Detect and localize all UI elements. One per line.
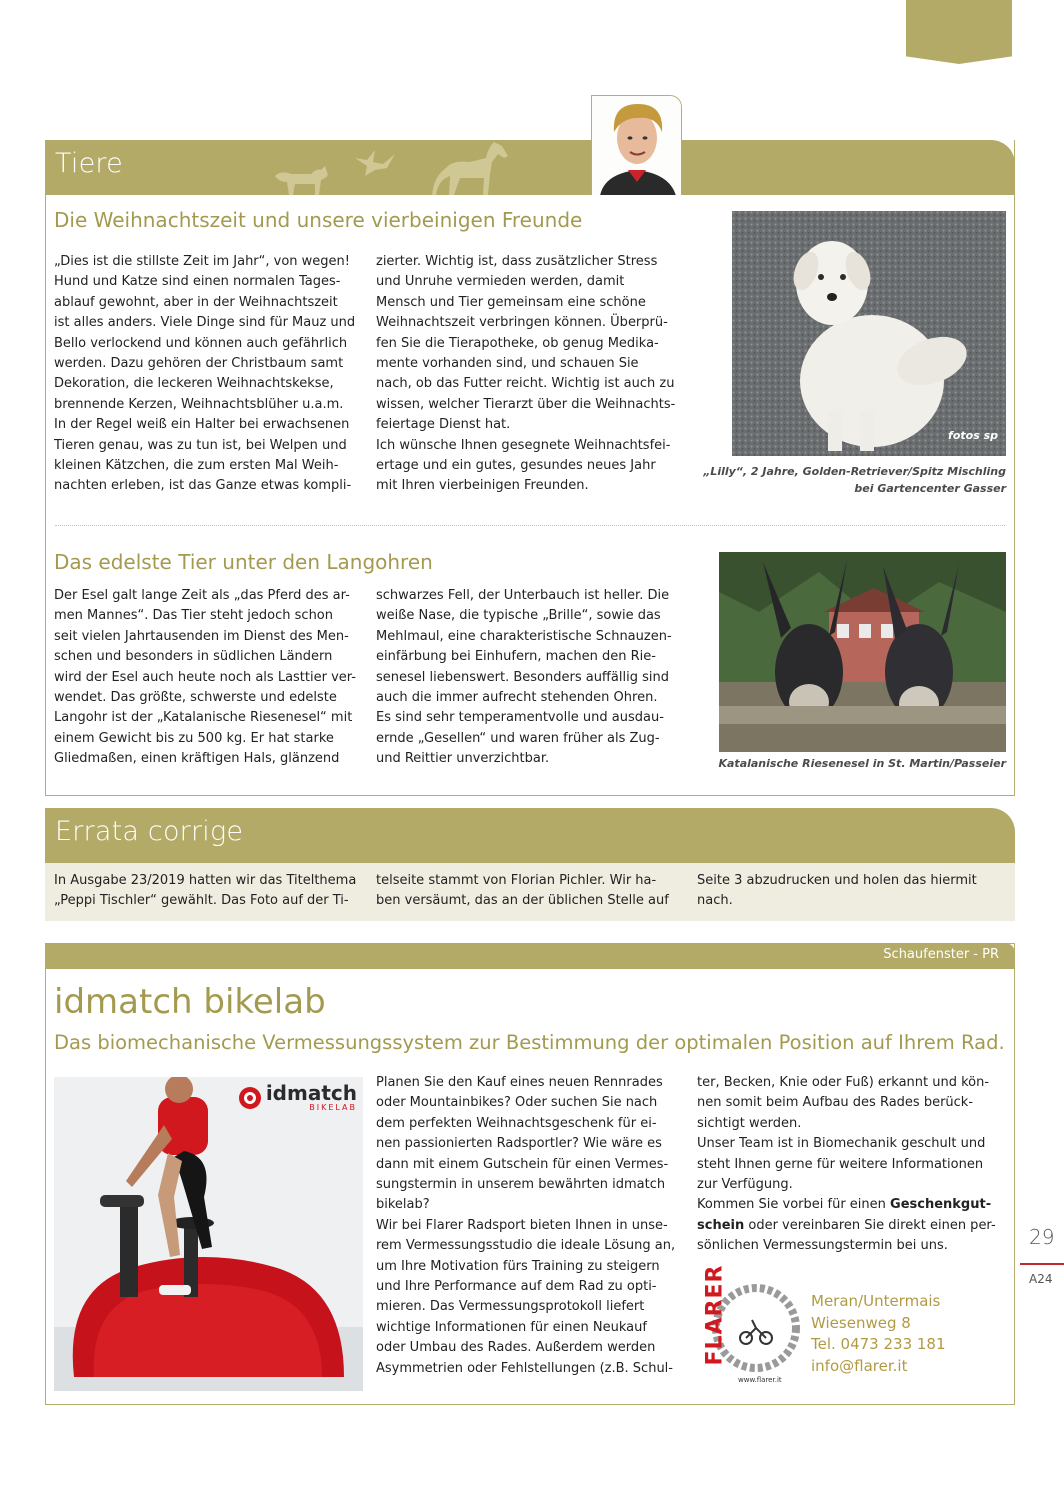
section-title-tiere: Tiere xyxy=(55,148,123,179)
bird-silhouette-icon xyxy=(353,146,397,176)
contact-block: Meran/Untermais Wiesenweg 8 Tel. 0473 233 181 info@flarer.it xyxy=(811,1292,946,1375)
article-divider xyxy=(55,525,1005,526)
article1-column2: zierter. Wichtig ist, dass zusätzlicher Stress und Unruhe vermieden werden, damit Mensch und Tier gemeinsam eine schöne Weihnachtszeit verbringen können. Überprü- fen Sie die Tierapotheke, ob genug Medika- mente vorhanden sind, und schauen Sie nach, ob das Futter reicht. Wichtig ist auch zu wissen, welcher Tierarzt über die Weihnachts- feiertage Dienst hat. Ich wünsche Ihnen gesegnete Weihnachtsfei- ertage und ein gutes, gesundes neues Jahr mit Ihren vierbeinigen Freunden. xyxy=(376,254,676,494)
dog-photo xyxy=(732,211,1006,456)
bikelab-photo xyxy=(54,1077,363,1391)
article1-column1: „Dies ist die stillste Zeit im Jahr“, von wegen! Hund und Katze sind einen normalen Tages- ablauf gewohnt, aber in der Weihnachtszeit ist alles anders. Viele Dinge sind für Mauz und Bello verlockend und können auch gefährlich werden. Dazu gehören der Christbaum samt Dekoration, die leckeren Weihnachtskekse, brennende Kerzen, Weihnachtsblüher u.a.m. In der Regel weiß ein Halter bei erwachsenen Tieren genau, was zu tun ist, bei Welpen und kleinen Kätzchen, die zum ersten Mal Weih- nachten erleben, ist das Ganze etwas kompli- xyxy=(54,254,356,494)
page-number-line xyxy=(1020,1263,1064,1265)
article2-column1: Der Esel galt lange Zeit als „das Pferd des ar- men Mannes“. Das Tier steht jedoch schon seit vielen Jahrtausenden im Dienst des Men- schen und besonders in südlichen Ländern wird der Esel auch heute noch als Lasttier ver- wendet. Das größte, schwerste und edelste Langohr ist der „Katalanische Riesenesel“ mit einem Gewicht bis zu 500 kg. Er hat starke Gliedmaßen, einen kräftigen Hals, glänzend xyxy=(54,588,356,767)
pr-bar xyxy=(45,943,1015,969)
tiere-header xyxy=(45,140,1015,195)
author-portrait xyxy=(591,95,682,195)
article-title-esel: Das edelste Tier unter den Langohren xyxy=(54,550,433,574)
pr-column1: Planen Sie den Kauf eines neuen Rennrades oder Mountainbikes? Oder suchen Sie nach dem perfekten Weihnachtsgeschenk für ei- nen passionierten Radsportler? Wie wäre es dann mit einem Gutschein für einen Vermes- sungstermin in unserem bewährten idmatch bikelab? Wir bei Flarer Radsport bieten Ihnen in unse- rem Vermessungsstudio die ideale Lösung an, um Ihre Motivation fürs Training zu steigern und Ihre Performance auf dem Rad zu opti- mieren. Das Vermessungsprotokoll liefert wichtige Informationen für einen Neukauf oder Umbau des Rades. Außerdem werden Asymmetrien oder Fehlstellungen (z.B. Schul- xyxy=(376,1075,676,1376)
corner-tab xyxy=(906,0,1012,64)
page-sub-label: A24 xyxy=(1029,1272,1053,1286)
idmatch-logo: idmatch BIKELAB xyxy=(238,1083,357,1112)
errata-column1: In Ausgabe 23/2019 hatten wir das Titelthema „Peppi Tischler“ gewählt. Das Foto auf der Ti- xyxy=(54,873,357,909)
photo-credit: fotos sp xyxy=(948,429,998,442)
page-number: 29 xyxy=(1029,1225,1055,1249)
horse-silhouette-icon xyxy=(430,140,514,195)
pr-column2: ter, Becken, Knie oder Fuß) erkannt und kön- nen somit beim Aufbau des Rades berück- sichtigt werden. Unser Team ist in Biomechanik geschult und steht Ihnen gerne für weitere Informationen zur Verfügung. Kommen Sie vorbei für einen Geschenkgut- schein oder vereinbaren Sie direkt einen per- sönlichen Vermessungstermin bei uns. xyxy=(697,1075,996,1254)
pr-subtitle: Das biomechanische Vermessungssystem zur Bestimmung der optimalen Position auf Ihrem Rad. xyxy=(54,1031,1005,1054)
target-icon xyxy=(238,1086,262,1110)
errata-column3: Seite 3 abzudrucken und holen das hiermit nach. xyxy=(697,873,977,909)
article-title-weihnachtszeit: Die Weihnachtszeit und unsere vierbeinigen Freunde xyxy=(54,208,583,232)
donkey-photo-caption: Katalanische Riesenesel in St. Martin/Passeier xyxy=(718,757,1006,770)
flarer-logo: FLARER www.flarer.it xyxy=(706,1270,802,1388)
dog-silhouette-icon xyxy=(271,162,331,195)
article2-column2: schwarzes Fell, der Unterbauch ist heller. Die weiße Nase, die typische „Brille“, sowie das Mehlmaul, eine charakteristische Schnauzen- einfärbung bei Einhufern, machen den Rie- senesel liebenswert. Besonders auffällig sind auch die immer aufrecht stehenden Ohren. Es sind sehr temperamentvolle und ausdau- ernde „Gesellen“ und waren früher als Zug- und Reittier unverzichtbar. xyxy=(376,588,672,767)
donkey-photo xyxy=(719,552,1006,752)
errata-column2: telseite stammt von Florian Pichler. Wir ha- ben versäumt, das an der üblichen Stelle auf xyxy=(376,873,669,909)
pr-label: Schaufenster - PR xyxy=(883,947,999,962)
section-title-errata: Errata corrige xyxy=(55,816,244,847)
pr-title: idmatch bikelab xyxy=(54,982,326,1022)
errata-header xyxy=(45,808,1015,863)
errata-body xyxy=(45,863,1015,921)
dog-photo-caption: „Lilly“, 2 Jahre, Golden-Retriever/Spitz Mischling bei Gartencenter Gasser xyxy=(703,465,1006,495)
